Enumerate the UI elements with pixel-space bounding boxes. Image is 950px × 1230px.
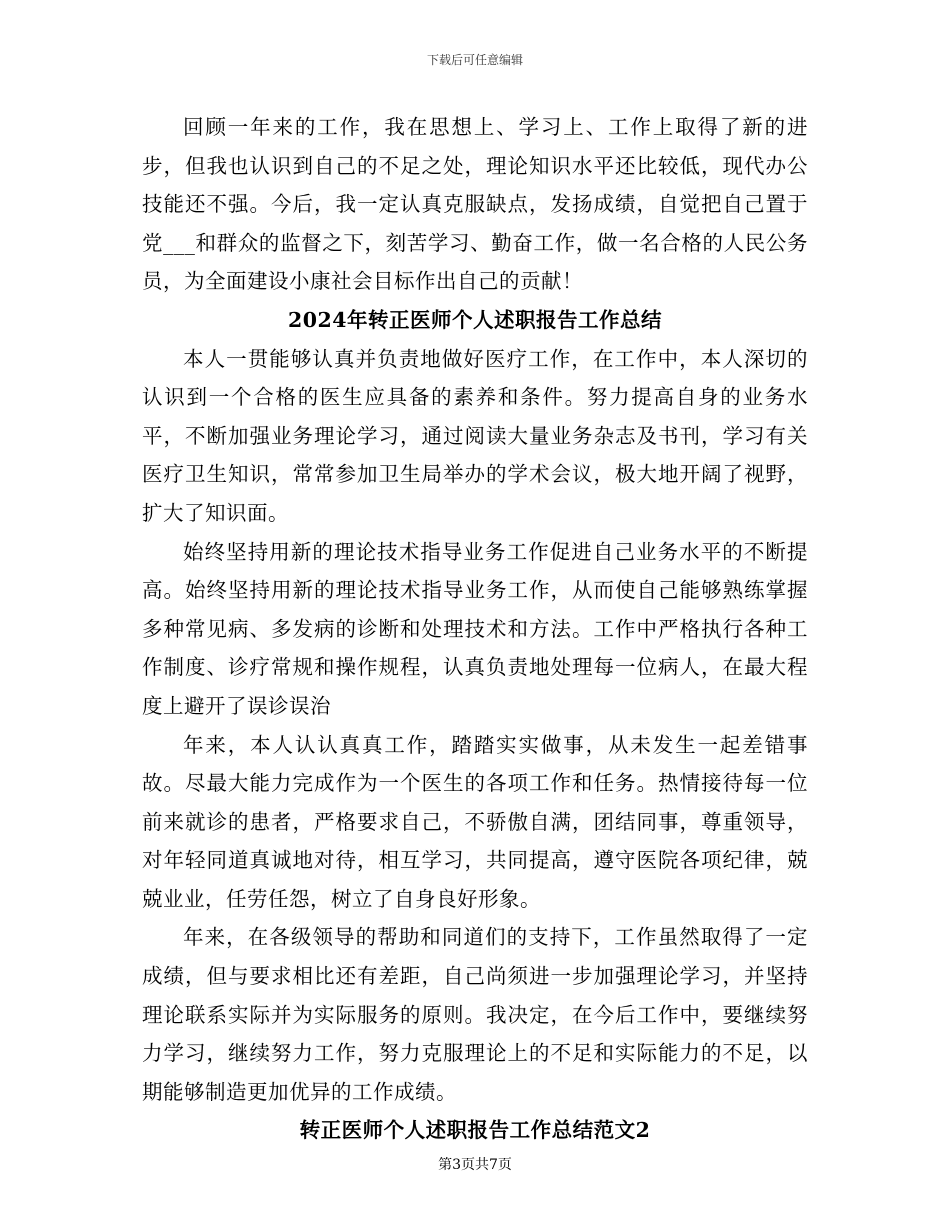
paragraph-3: 年来，本人认认真真工作，踏踏实实做事，从未发生一起差错事故。尽最大能力完成作为一个医生的各项工作和任务。热情接待每一位前来就诊的患者，严格要求自己，不骄傲自满，团结同事，尊重领导，对年轻同道真诚地对待，相互学习，共同提高，遵守医院各项纪律，兢兢业业，任劳任怨，树立了自身良好形象。	[142, 732, 808, 911]
section-heading-1: 2024年转正医师个人述职报告工作总结	[287, 307, 663, 332]
paragraph-1: 本人一贯能够认真并负责地做好医疗工作，在工作中，本人深切的认识到一个合格的医生应具备的素养和条件。努力提高自身的业务水平，不断加强业务理论学习，通过阅读大量业务杂志及书刊，学习有关医疗卫生知识，常常参加卫生局举办的学术会议，极大地开阔了视野，扩大了知识面。	[142, 346, 808, 525]
section-heading-2: 转正医师个人述职报告工作总结范文2	[299, 1118, 651, 1143]
document-body	[142, 108, 808, 1150]
paragraph-2: 始终坚持用新的理论技术指导业务工作促进自己业务水平的不断提高。始终坚持用新的理论技术指导业务工作，从而使自己能够熟练掌握多种常见病、多发病的诊断和处理技术和方法。工作中严格执行各种工作制度、诊疗常规和操作规程，认真负责地处理每一位病人，在最大程度上避开了误诊误治	[142, 539, 808, 718]
page-header-note: 下载后可任意编辑	[426, 53, 523, 67]
paragraph-intro: 回顾一年来的工作，我在思想上、学习上、工作上取得了新的进步，但我也认识到自己的不足之处，理论知识水平还比较低，现代办公技能还不强。今后，我一定认真克服缺点，发扬成绩，自觉把自己置于党___和群众的监督之下，刻苦学习、勤奋工作，做一名合格的人民公务员，为全面建设小康社会目标作出自己的贡献！	[142, 115, 808, 294]
paragraph-4: 年来，在各级领导的帮助和同道们的支持下，工作虽然取得了一定成绩，但与要求相比还有差距，自己尚须进一步加强理论学习，并坚持理论联系实际并为实际服务的原则。我决定，在今后工作中，要继续努力学习，继续努力工作，努力克服理论上的不足和实际能力的不足，以期能够制造更加优异的工作成绩。	[142, 925, 808, 1104]
page-number-footer: 第3页共7页	[438, 1157, 512, 1173]
